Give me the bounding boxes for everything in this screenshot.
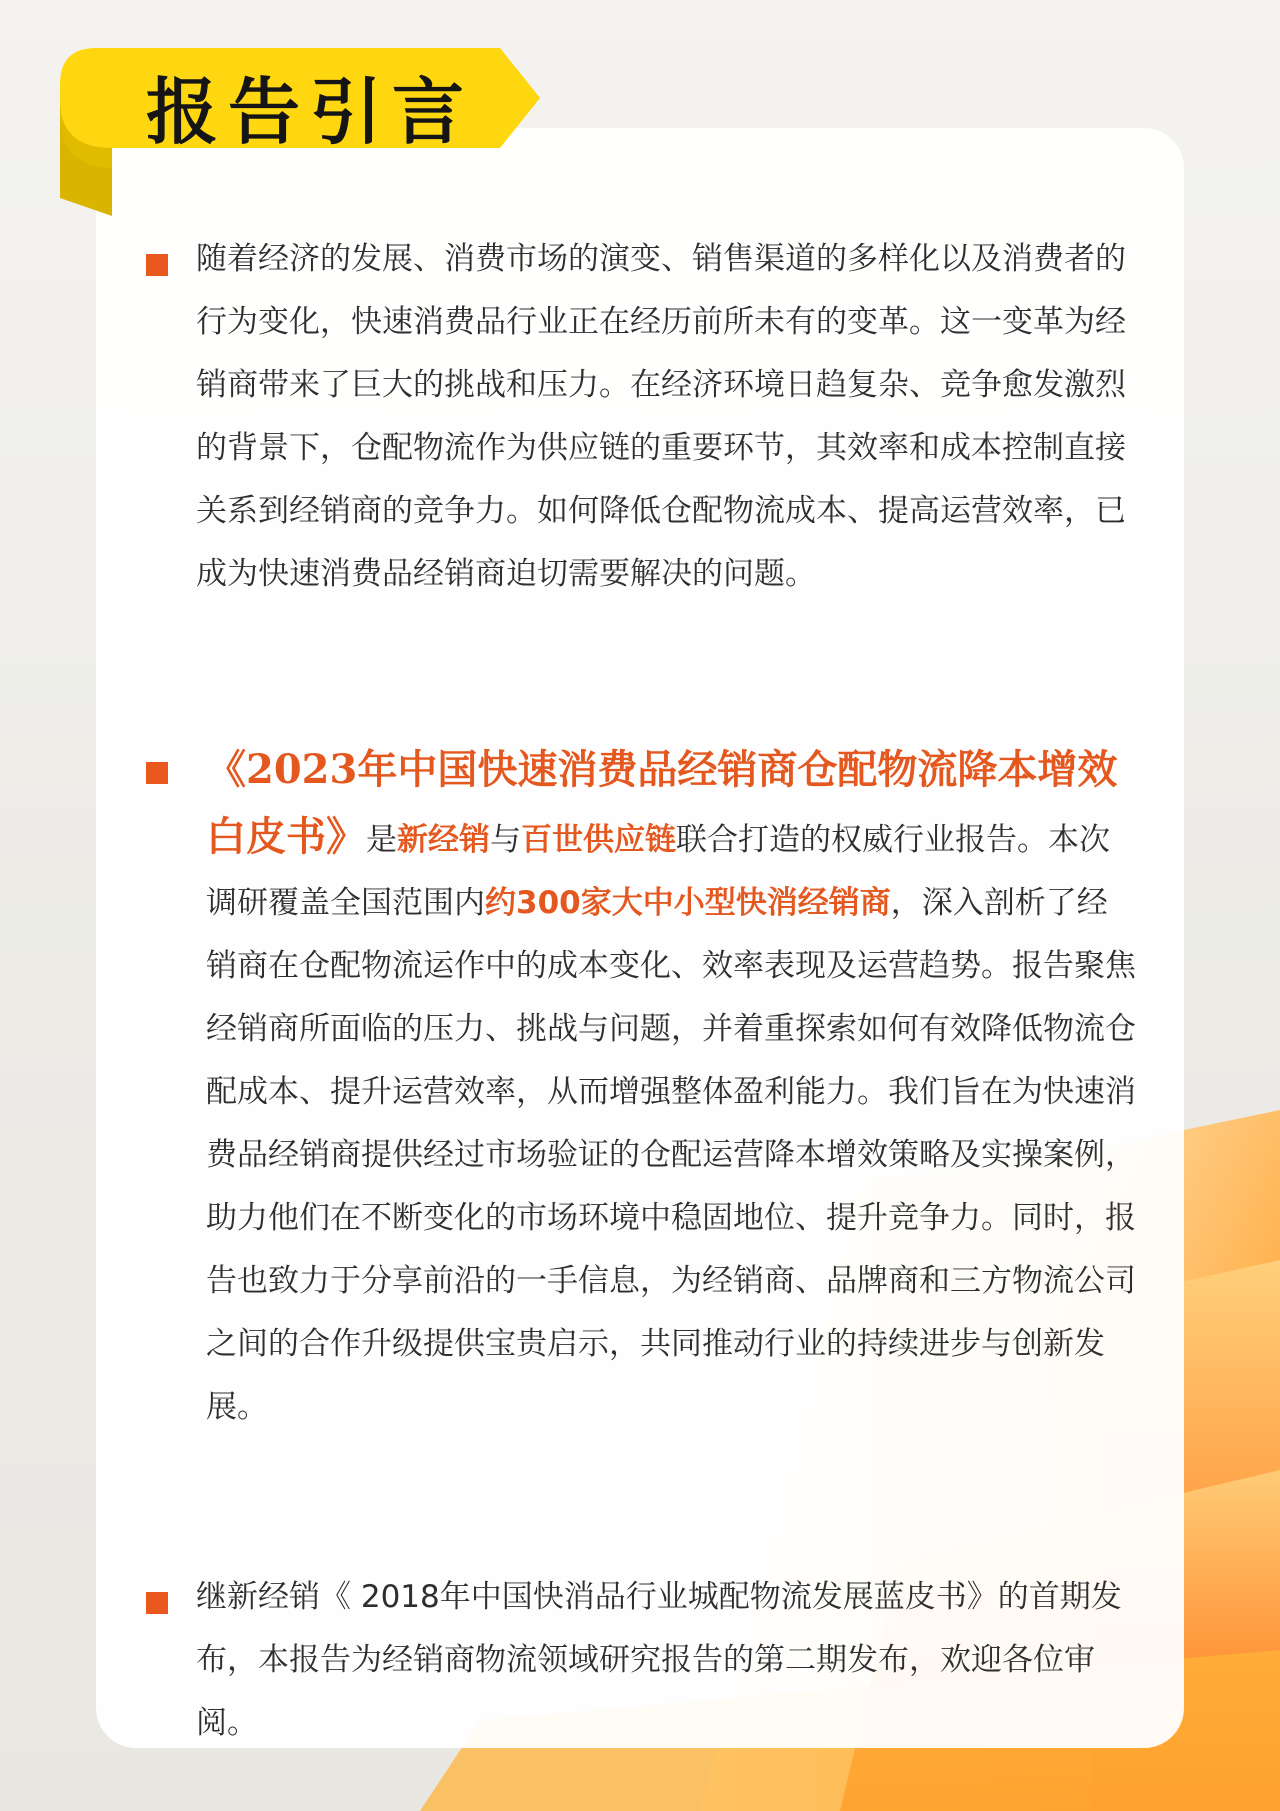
survey-scope: 约300家大中小型快消经销商: [485, 885, 891, 921]
bullet-square-icon: [146, 762, 168, 784]
text-segment: ，深入剖析了经销商在仓配物流运作中的成本变化、效率表现及运营趋势。报告聚焦经销商所面临的压力、挑战与问题，并着重探索如何有效降低物流仓配成本、提升运营效率，从而增强整体盈利能力。我们旨在为快速消费品经销商提供经过市场验证的仓配运营降本增效策略及实操案例，助力他们在不断变化的市场环境中稳固地位、提升竞争力。同时，报告也致力于分享前沿的一手信息，为经销商、品牌商和三方物流公司之间的合作升级提供宝贵启示，共同推动行业的持续进步与创新发展。: [206, 885, 1136, 1425]
org-name-xinjingxiao: 新经销: [397, 822, 490, 858]
report-title: 《2023年中国快速消费品经销商仓配物流降本增效白皮书》: [206, 746, 1118, 860]
text-segment: 与: [490, 822, 521, 858]
text-segment: 是: [366, 822, 397, 858]
paragraph-text: 继新经销《 2018年中国快消品行业城配物流发展蓝皮书》的首期发布，本报告为经销商物流领域研究报告的第二期发布，欢迎各位审阅。: [196, 1579, 1122, 1741]
bullet-square-icon: [146, 254, 168, 276]
paragraph-text: [206, 738, 1136, 1439]
org-name-best-supply-chain: 百世供应链: [521, 822, 676, 858]
paragraph-text: 随着经济的发展、消费市场的演变、销售渠道的多样化以及消费者的行为变化，快速消费品行业正在经历前所未有的变革。这一变革为经销商带来了巨大的挑战和压力。在经济环境日趋复杂、竞争愈发激烈的背景下，仓配物流作为供应链的重要环节，其效率和成本控制直接关系到经销商的竞争力。如何降低仓配物流成本、提高运营效率，已成为快速消费品经销商迫切需要解决的问题。: [196, 241, 1126, 592]
text-segment: 联合打造的权威行业报告。本次调研覆盖全国范围内: [206, 822, 1110, 921]
bullet-square-icon: [146, 1592, 168, 1614]
page-title: 报告引言: [146, 70, 475, 154]
